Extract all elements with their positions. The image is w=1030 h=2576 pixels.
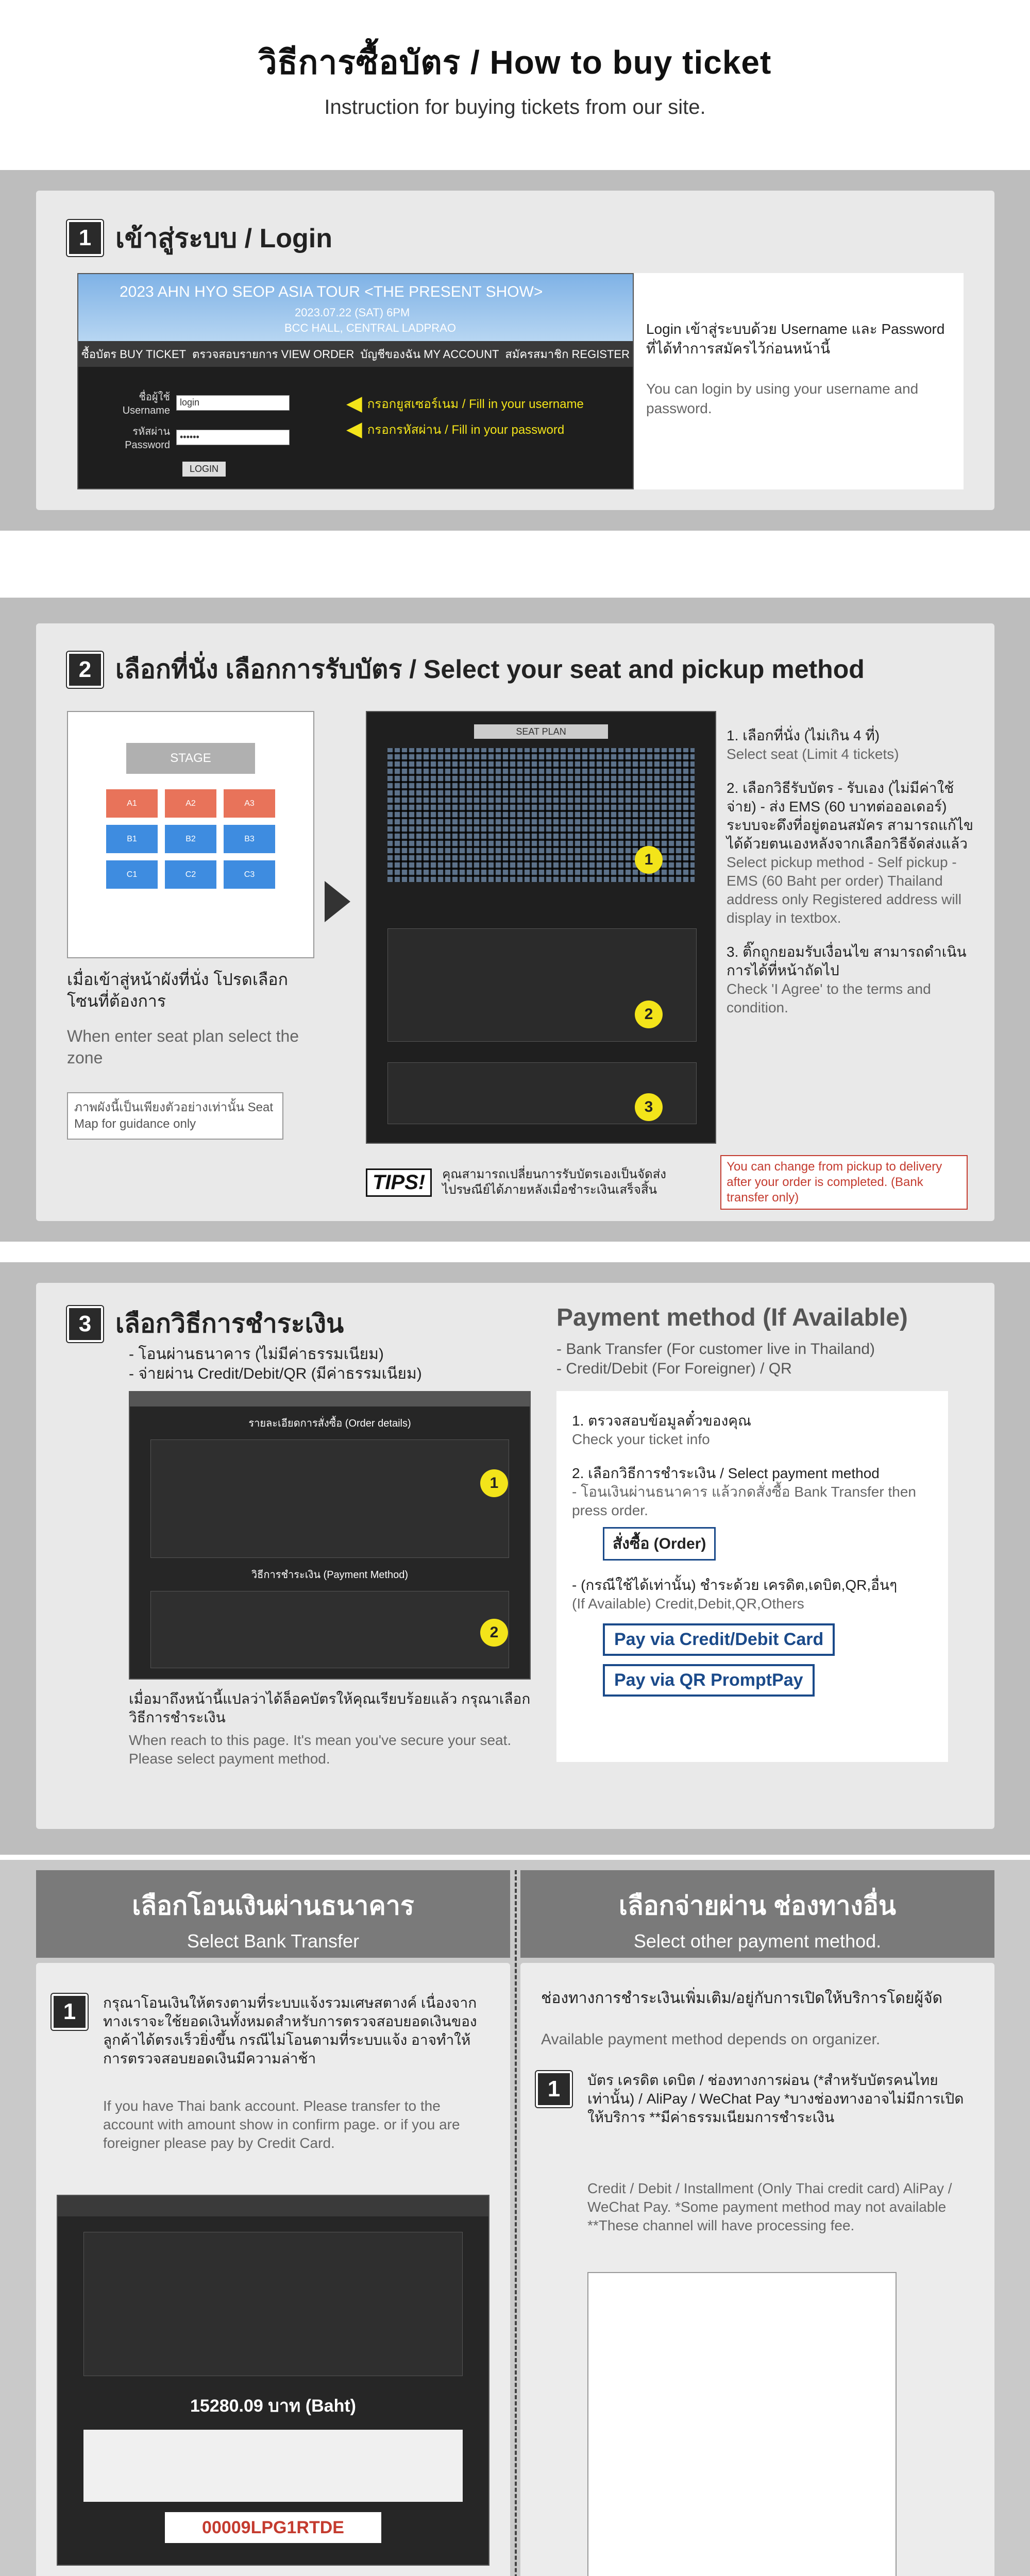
method-card-en: - Credit/Debit (For Foreigner) / QR — [556, 1360, 792, 1377]
other-s1-th: บัตร เครดิต เดบิต / ช่องทางการผ่อน (*สำหรับบัตรคนไทยเท่านั้น) / AliPay / WeChat Pay *บางช่องทางอาจไม่มีการเปิดให้บริการ **มีค่าธรรมเนียมการชำระเงิน — [587, 2072, 964, 2125]
badge-3: 3 — [635, 1093, 663, 1121]
step2-title: เลือกที่นั่ง เลือกการรับบัตร / Select your seat and pickup method — [115, 655, 865, 684]
step3-desc-en: When reach to this page. It's mean you've secure your seat. Please select payment method. — [129, 1732, 512, 1767]
seatmap-desc-th: เมื่อเข้าสู่หน้าผังที่นั่ง โปรดเลือกโซนที่ต้องการ — [67, 970, 288, 1010]
seat-plan-title: SEAT PLAN — [474, 724, 608, 739]
payment-columns-section — [0, 1860, 1030, 2576]
order-detail-title: รายละเอียดการสั่งซื้อ (Order details) — [248, 1418, 411, 1429]
pay-credit-button[interactable]: Pay via Credit/Debit Card — [603, 1623, 835, 1656]
method-bank-th: - โอนผ่านธนาคาร (ไม่มีค่าธรรมเนียม) — [129, 1346, 384, 1363]
password-input[interactable]: •••••• — [176, 430, 290, 445]
nav-register[interactable]: สมัครสมาชิก REGISTER — [505, 348, 630, 361]
page-subtitle: Instruction for buying tickets from our site. — [324, 96, 706, 118]
info-3-th: 3. ติ๊กถูกยอมรับเงื่อนไข สามารถดำเนินการได้ที่หน้าถัดไป — [727, 944, 967, 978]
order-button[interactable]: สั่งซื้อ (Order) — [603, 1527, 716, 1561]
tips-box — [366, 1159, 974, 1206]
page-title: วิธีการซื้อบัตร / How to buy ticket — [258, 44, 772, 81]
banner-venue: BCC HALL, CENTRAL LADPRAO — [284, 321, 456, 334]
method-bank-en: - Bank Transfer (For customer live in Thailand) — [556, 1341, 875, 1358]
event-banner — [78, 274, 633, 341]
step2-section — [0, 598, 1030, 1242]
zone-b3[interactable]: B3 — [224, 825, 275, 853]
zone-grid — [68, 789, 313, 889]
bank-s1-th: กรุณาโอนเงินให้ตรงตามที่ระบบแจ้งรวมเศษสตางค์ เนื่องจากทางเราจะใช้ยอดเงินทั้งหมดสำหรับการตรวจสอบยอดเงินของลูกค้าได้ตรงเร็วยิ่งขึ้น กรณีไม่โอนตามที่ระบบแจ้ง อาจทำให้การตรวจสอบยอดเงินมีความล่าช้า — [103, 1995, 477, 2066]
arrow-left-icon: ◀ — [346, 392, 362, 415]
info-3-en: Check 'I Agree' to the terms and condition. — [727, 981, 931, 1015]
tips-en: You can change from pickup to delivery after your order is completed. (Bank transfer only) — [720, 1155, 968, 1210]
step3-card — [36, 1283, 994, 1829]
login-button[interactable]: LOGIN — [182, 462, 226, 477]
method-card-th: - จ่ายผ่าน Credit/Debit/QR (มีค่าธรรมเนียม) — [129, 1365, 422, 1382]
window-bar — [130, 1392, 530, 1406]
bank-title-en: Select Bank Transfer — [187, 1930, 360, 1952]
zone-b1[interactable]: B1 — [106, 825, 158, 853]
bank-s1-en: If you have Thai bank account. Please transfer to the account with amount show in confirm page. or if you are foreigner please pay by Credit Card. — [103, 2098, 460, 2151]
bank-header — [36, 1870, 510, 1958]
right-item-3-en: (If Available) Credit,Debit,QR,Others — [572, 1596, 804, 1612]
hint-username-text: กรอกยูสเซอร์เนม / Fill in your username — [367, 397, 584, 411]
bank-title-th: เลือกโอนเงินผ่านธนาคาร — [132, 1891, 414, 1920]
other-header — [520, 1870, 994, 1958]
right-item-2-th: 2. เลือกวิธีการชำระเงิน / Select payment method — [572, 1465, 880, 1481]
username-input[interactable]: login — [176, 395, 290, 411]
right-item-3-th: - (กรณีใช้ได้เท่านั้น) ชำระด้วย เครดิต,เดบิต,QR,อื่นๆ — [572, 1577, 898, 1593]
zone-c1[interactable]: C1 — [106, 860, 158, 889]
step1-card — [36, 191, 994, 510]
nav-my-account[interactable]: บัญชีของฉัน MY ACCOUNT — [360, 348, 499, 361]
zone-b2[interactable]: B2 — [165, 825, 216, 853]
top-nav — [78, 341, 633, 367]
username-label: ชื่อผู้ใช้ Username — [122, 392, 170, 416]
seatmap-note: ภาพผังนี้เป็นเพียงตัวอย่างเท่านั้น Seat Map for guidance only — [67, 1092, 283, 1140]
zone-c2[interactable]: C2 — [165, 860, 216, 889]
step1-desc-en: You can login by using your username and password. — [646, 381, 919, 416]
zone-a1[interactable]: A1 — [106, 789, 158, 818]
payment-method-box[interactable] — [150, 1591, 509, 1668]
nav-buy-ticket[interactable]: ซื้อบัตร BUY TICKET — [81, 348, 187, 361]
transfer-detail-box — [83, 2232, 463, 2376]
nav-bar — [58, 2196, 488, 2216]
hint-password-text: กรอกรหัสผ่าน / Fill in your password — [367, 422, 565, 437]
payment-method-section-title: วิธีการชำระเงิน (Payment Method) — [251, 1569, 409, 1581]
badge-1: 1 — [635, 846, 663, 874]
zone-a2[interactable]: A2 — [165, 789, 216, 818]
bank-step1-number: 1 — [52, 1994, 88, 2030]
transfer-screenshot — [57, 2195, 489, 2566]
stage-label: STAGE — [126, 743, 255, 774]
seatmap-desc-en: When enter seat plan select the zone — [67, 1027, 299, 1067]
seat-map — [67, 711, 314, 958]
right-item-2-en: - โอนเงินผ่านธนาคาร แล้วกดสั่งซื้อ Bank Transfer then press order. — [572, 1484, 916, 1518]
right-item-1-th: 1. ตรวจสอบข้อมูลตั๋วของคุณ — [572, 1413, 751, 1429]
other-step1-number: 1 — [536, 2071, 572, 2107]
password-label: รหัสผ่าน Password — [125, 426, 170, 451]
arrow-right-icon — [325, 881, 350, 922]
transfer-amount: 15280.09 บาท (Baht) — [190, 2396, 356, 2416]
other-intro-en: Available payment method depends on organizer. — [541, 2031, 881, 2048]
bank-account-box — [83, 2430, 463, 2502]
step2-number: 2 — [67, 652, 103, 688]
step3-desc-th: เมื่อมาถึงหน้านี้แปลว่าได้ล็อคบัตรให้คุณเรียบร้อยแล้ว กรุณาเลือกวิธีการชำระเงิน — [129, 1691, 531, 1725]
login-screenshot — [77, 273, 634, 489]
zone-a3[interactable]: A3 — [224, 789, 275, 818]
badge-1: 1 — [480, 1469, 508, 1497]
seat-plan-screenshot — [366, 711, 716, 1144]
banner-date: 2023.07.22 (SAT) 6PM — [295, 306, 410, 319]
step2-info — [727, 726, 974, 1017]
other-column — [520, 1963, 994, 2576]
pay-qr-button[interactable]: Pay via QR PromptPay — [603, 1664, 815, 1697]
info-1-en: Select seat (Limit 4 tickets) — [727, 746, 899, 762]
bank-column — [36, 1963, 510, 2576]
nav-view-order[interactable]: ตรวจสอบรายการ VIEW ORDER — [192, 348, 354, 361]
other-s1-en: Credit / Debit / Installment (Only Thai credit card) AliPay / WeChat Pay. *Some payment method may not available **These channel will have processing fee. — [587, 2180, 952, 2233]
step1-title: เข้าสู่ระบบ / Login — [115, 224, 332, 253]
badge-2: 2 — [635, 1001, 663, 1028]
page-header — [0, 0, 1030, 155]
other-title-en: Select other payment method. — [633, 1930, 882, 1952]
other-title-th: เลือกจ่ายผ่าน ช่องทางอื่น — [618, 1891, 897, 1920]
info-2-th: 2. เลือกวิธีรับบัตร - รับเอง (ไม่มีค่าใช้จ่าย) - ส่ง EMS (60 บาทต่อออเดอร์) ระบบจะดึงที่อยู่ตอนสมัคร สามารถแก้ไขได้ด้วยตนเองหลังจากเลือกวิธีจัดส่งแล้ว — [727, 780, 974, 852]
arrow-left-icon: ◀ — [346, 418, 362, 440]
info-2-en: Select pickup method - Self pickup - EMS (60 Baht per order) Thailand address only Registered address will display in textbox. — [727, 854, 961, 926]
hint-username — [346, 392, 584, 415]
step2-card — [36, 623, 994, 1221]
tips-th: คุณสามารถเปลี่ยนการรับบัตรเองเป็นจัดส่งไปรษณีย์ได้ภายหลังเมื่อชำระเงินเสร็จสิ้น — [442, 1167, 666, 1197]
payment-method-title: Payment method (If Available) — [556, 1304, 908, 1331]
badge-2: 2 — [480, 1619, 508, 1647]
payment-options-screenshot[interactable] — [587, 2272, 897, 2576]
step3-title: เลือกวิธีการชำระเงิน — [115, 1309, 344, 1338]
hint-password — [346, 417, 564, 441]
step3-section — [0, 1262, 1030, 1855]
column-divider — [515, 1870, 517, 2576]
methods-th — [129, 1345, 422, 1384]
step1-section — [0, 170, 1030, 531]
tips-label: TIPS! — [366, 1168, 432, 1197]
right-item-1-en: Check your ticket info — [572, 1431, 710, 1447]
payment-screenshot — [129, 1391, 531, 1680]
step1-desc-th: Login เข้าสู่ระบบด้วย Username และ Password ที่ได้ทำการสมัครไว้ก่อนหน้านี้ — [646, 321, 945, 357]
zone-c3[interactable]: C3 — [224, 860, 275, 889]
order-number: 00009LPG1RTDE — [165, 2512, 381, 2543]
step3-number: 3 — [67, 1306, 103, 1342]
methods-en — [556, 1340, 875, 1379]
step1-description — [634, 273, 964, 489]
order-detail-box — [150, 1439, 509, 1558]
payment-info-panel — [556, 1391, 948, 1762]
banner-title: 2023 AHN HYO SEOP ASIA TOUR <THE PRESENT SHOW> — [120, 283, 543, 300]
step1-number: 1 — [67, 220, 103, 256]
info-1-th: 1. เลือกที่นั่ง (ไม่เกิน 4 ที่) — [727, 727, 880, 743]
other-intro-th: ช่องทางการชำระเงินเพิ่มเติม/อยู่กับการเปิดให้บริการโดยผู้จัด — [541, 1990, 943, 2007]
